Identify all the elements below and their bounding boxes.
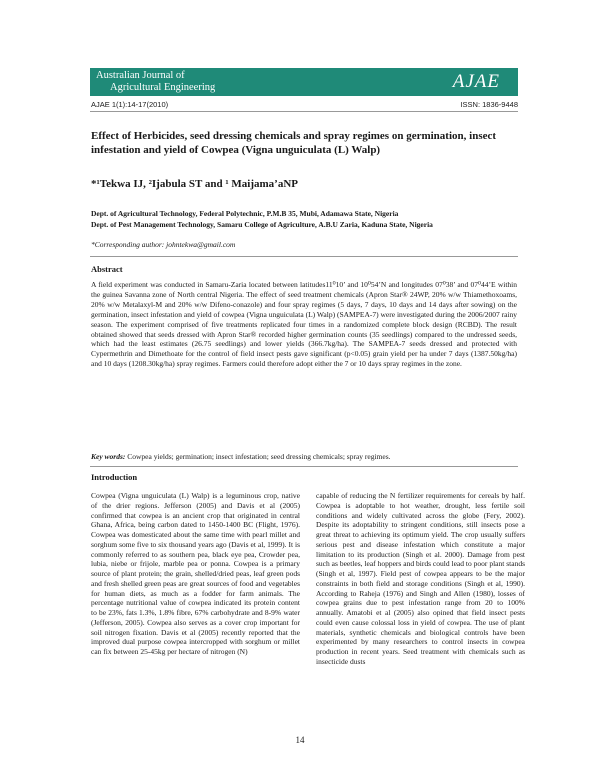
keywords-divider — [90, 466, 518, 467]
introduction-column-right: capable of reducing the N fertilizer requirements for cereals by half. Cowpea is adoptable to hot weather, drought, less fertile soil conditions and widely cultivated across the globe (Fery, 2002). Despite its adoptability to stringent conditions, still insects pose a great threat to achieving its optimum yield. The crop usually suffers serious pest and disease infestation which constitute a major limitation to its production (Singh et al. 2000). Damage from pest such as beetles, leaf hoppers and birds could lead to poor plant stands (Singh et al, 1997). Field pest of cowpea appears to be the major constraints in both field and storage conditions (Singh et al, 1990). According to Raheja (1976) and Singh and Allen (1980), losses of cowpea grains due to pest infestation range from 20 to 100% annually. Amatobi et al (2005) also opined that field insect pests could even cause colossal loss in yield of cowpea. The use of plant materials, synthetic chemicals and biological controls have been experimented by many researchers to control insects in cowpea production in recent years. Seed treatment with chemicals such as insecticide dusts — [316, 491, 525, 666]
journal-abbreviation: AJAE — [452, 71, 500, 92]
affiliation-1: Dept. of Agricultural Technology, Federal Polytechnic, P.M.B 35, Mubi, Adamawa State, Nigeria — [91, 209, 399, 218]
abstract-divider — [90, 256, 518, 257]
keywords-text: Cowpea yields; germination; insect infestation; seed dressing chemicals; spray regimes. — [127, 452, 391, 461]
article-title: Effect of Herbicides, seed dressing chemicals and spray regimes on germination, insect infestation and yield of Cowpea (Vigna unguiculata (L) Walp) — [91, 130, 497, 156]
keywords-label: Key words: — [91, 452, 126, 461]
journal-banner — [90, 68, 518, 96]
citation: AJAE 1(1):14-17(2010) — [91, 100, 169, 109]
author-list: *¹Tekwa IJ, ²Ijabula ST and ¹ Maijama’aNP — [91, 178, 299, 190]
journal-name-line2: Agricultural Engineering — [110, 82, 216, 93]
corresponding-author: *Corresponding author: johntekwa@gmail.com — [91, 240, 236, 249]
keywords — [91, 452, 517, 461]
journal-name — [96, 70, 215, 94]
issn: ISSN: 1836-9448 — [460, 100, 518, 109]
abstract-body: A field experiment was conducted in Samaru-Zaria located between latitudes11⁰10’ and 10⁰54’N and longitudes 07⁰38’ and 07⁰44’E within the guinea Savanna zone of North central Nigeria. The effect of seed treatment chemicals (Apron Star® 24WP, 20% w/w Thiamethoxoams, 20% w/w Metalaxyl-M and 20% w/w Difeno-conazole) and four spray regimes (5 days, 7 days, 10 days and 14 days after sowing) on the germination, insect infestation and yield of cowpea (Vigna unguiculata (L) Walp) (SAMPEA-7) were investigated during the 2006/2007 rainy season. The experiment comprised of five treatments replicated four times in a randomized complete block design (RCBD). The result obtained showed that seeds dressed with Apron Star® recorded higher germination counts (35 seedlings) compared to the undressed seeds, which had the least estimates (26.75 seedlings) and lower yields (366.7kg/ha). The SAMPEA-7 seeds dressed and protected with Cypermethrin and Dimethoate for the control of field insect pests gave significant (p<0.05) grain yield per ha under 7 days (1387.50kg/ha) and 10 days (1208.30kg/ha) spray regimes. Farmers could therefore adopt either the 7 or 10 days spray regimes in the zone. — [91, 280, 517, 369]
affiliation-2: Dept. of Pest Management Technology, Samaru College of Agriculture, A.B.U Zaria, Kaduna State, Nigeria — [91, 220, 433, 229]
page-number: 14 — [295, 735, 305, 745]
header-divider — [90, 111, 518, 112]
abstract-heading: Abstract — [91, 264, 123, 274]
journal-name-line1: Australian Journal of — [96, 70, 185, 81]
introduction-heading: Introduction — [91, 472, 138, 482]
affiliations — [91, 208, 521, 230]
introduction-column-left: Cowpea (Vigna unguiculata (L) Walp) is a leguminous crop, native of the drier regions. Jefferson (2005) and Davis et al (2005) confirmed that cowpea is an ancient crop that originated in central Ghana, Africa, being carbon dated to 1450-1400 BC (Flight, 1976). Cowpea was domesticated about the same time with pearl millet and sorghum some five to six thousand years ago (Davis et al, 1999). It is commonly referred to as southern pea, black eye pea, Crowder pea, lubia, niebe or frijole, marble pea or ponna. Cowpea is a primary source of plant protein; the grain, shelled/dried peas, leaf green pods and fresh shelled green peas are great sources of food and vegetables for human diets, as much as a fodder for farm animals. The percentage nutritional value of cowpea indicated its protein content to be 23%, fats 1.3%, 1.8% fibre, 67% carbohydrate and 8-9% water (Jefferson, 2005). Cowpea also serves as a cover crop important for soil nitrogen fixation. Davis et al (2005) recently reported that the improved dual purpose cowpea intercropped with sorghum or millet can fix between 25-45kg per hectare of nitrogen (N) — [91, 491, 300, 656]
